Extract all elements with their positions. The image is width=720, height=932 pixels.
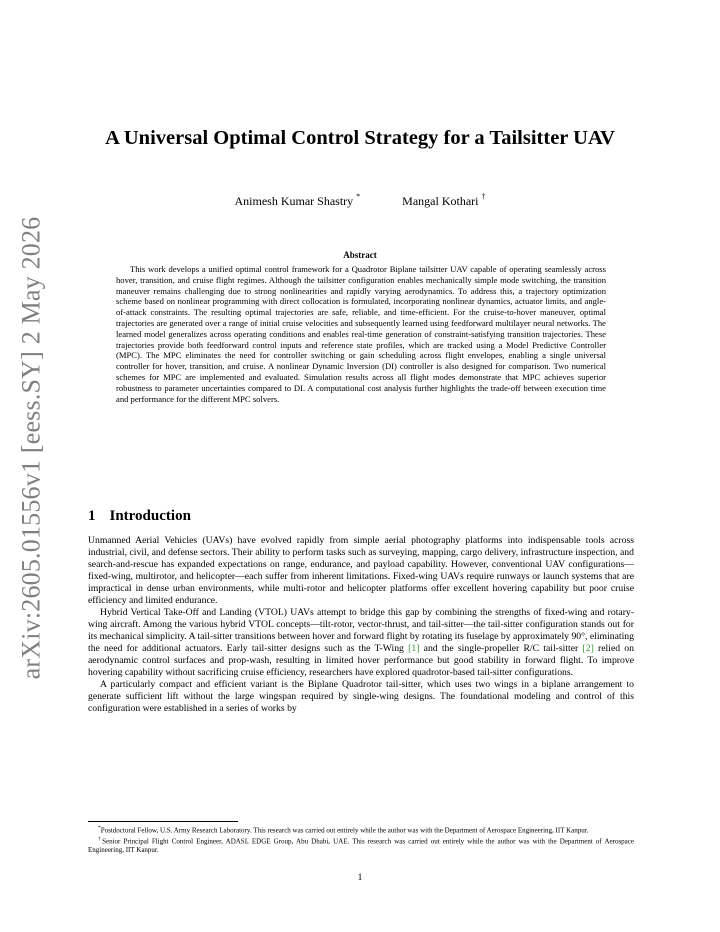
citation-link-2[interactable]: [2] (582, 643, 594, 654)
paper-title: A Universal Optimal Control Strategy for a Tailsitter UAV (105, 127, 615, 149)
author-list (88, 193, 632, 209)
abstract-text: This work develops a unified optimal control framework for a Quadrotor Biplane tailsitter UAV capable of operating seamlessly across hover, transition, and cruise flight regimes. Although the tailsitter configuration enables mechanically simple mode switching, the transition maneuver remains challenging due to strong nonlinearities and rapidly varying aerodynamics. To address this, a trajectory optimization scheme based on nonlinear programming with direct collocation is formulated, incorporating nonlinear dynamics, actuator limits, and angle-of-attack constraints. The resulting optimal trajectories are safe, reliable, and time-efficient. For the cruise-to-hover maneuver, optimal trajectories are generated over a range of initial cruise velocities and subsequently learned using feedforward multilayer neural networks. The learned model generalizes across operating conditions and enables real-time generation of constraint-satisfying transition trajectories. These trajectories provide both feedforward control inputs and reference state profiles, which are tracked using a Model Predictive Controller (MPC). The MPC eliminates the need for controller switching or gain scheduling across flight envelopes, enabling a single universal controller for hover, transition, and cruise. A nonlinear Dynamic Inversion (DI) controller is also designed for comparison. Two numerical schemes for MPC are implemented and evaluated. Simulation results across all flight modes demonstrate that MPC achieves superior robustness to parameter uncertainties compared to DI. A computational cost analysis further highlights the trade-off between execution time and performance for the different MPC solvers. (116, 264, 606, 404)
footnote-divider (88, 821, 238, 822)
section-heading-introduction (88, 508, 191, 525)
footnote-2-mark: † (98, 835, 103, 842)
author-2-footnote-mark: † (481, 192, 486, 201)
author-1-footnote-mark: * (356, 192, 361, 201)
paragraph-2-part-a: Hybrid Vertical Take-Off and Landing (VTOL) UAVs attempt to bridge this gap by combining the strengths of fixed-wing and rotary-wing aircraft. Among the various hybrid VTOL concepts—tilt-rotor, vector-thrust, and tail-sitter—the tail-sitter configuration stands out for its mechanical simplicity. A tail-sitter transitions between hover and forward flight by rotating its fuselage by approximately 90°, eliminating the need for additional actuators. Early tail-sitter designs such as the T-Wing (88, 607, 634, 654)
author-2-name: Mangal Kothari (402, 194, 479, 208)
footnote-1-mark: * (98, 825, 101, 831)
introduction-body (88, 535, 634, 715)
footnote-1-text: Postdoctoral Fellow, U.S. Army Research Laboratory. This research was carried out entirely while the author was with the Department of Aerospace Engineering, IIT Kanpur. (100, 826, 589, 835)
abstract-heading: Abstract (343, 250, 377, 260)
paragraph-2-part-b: and the single-propeller R/C tail-sitter (419, 643, 583, 654)
citation-link-1[interactable]: [1] (408, 643, 420, 654)
page-number: 1 (357, 873, 363, 883)
footnote-2 (88, 835, 634, 855)
paragraph-3: A particularly compact and efficient variant is the Biplane Quadrotor tail-sitter, which uses two wings in a biplane arrangement to generate sufficient lift without the large wingspan required by single-wing designs. The foundational modeling and control of this configuration were established in a series of works by (88, 679, 634, 714)
arxiv-identifier-text: arXiv:2605.01556v1 [eess.SY] 2 May 2026 (16, 216, 45, 680)
section-title: Introduction (109, 508, 191, 524)
footnote-2-text: Senior Principal Flight Control Engineer, ADASI, EDGE Group, Abu Dhabi, UAE. This research was carried out entirely while the author was with the Department of Aerospace Engineering, IIT Kanpur. (88, 837, 635, 854)
footnotes (88, 824, 634, 854)
author-1 (235, 193, 361, 209)
paragraph-1: Unmanned Aerial Vehicles (UAVs) have evolved rapidly from simple aerial photography platforms into indispensable tools across industrial, civil, and defense sectors. Their ability to perform tasks such as surveying, mapping, cargo delivery, infrastructure inspection, and search-and-rescue has expanded expectations on range, endurance, and payload capability. However, conventional UAV configurations—fixed-wing, multirotor, and helicopter—each suffer from inherent limitations. Fixed-wing UAVs require runways or launch systems that are impractical in dense urban environments, while multi-rotor and helicopter platforms offer excellent hovering capability but poor cruise efficiency and limited endurance. (88, 535, 634, 606)
paragraph-2 (88, 607, 634, 679)
section-number: 1 (88, 508, 96, 524)
author-2 (402, 193, 485, 209)
paragraph-2-part-c: relied on aerodynamic control surfaces and prop-wash, resulting in limited hover performance but good stability in forward flight. To improve hovering capability without sacrificing cruise efficiency, researchers have explored quadrotor-based tail-sitter configurations. (88, 643, 634, 678)
footnote-1 (88, 824, 634, 835)
arxiv-identifier-stamp (6, 216, 56, 680)
author-1-name: Animesh Kumar Shastry (234, 194, 354, 208)
